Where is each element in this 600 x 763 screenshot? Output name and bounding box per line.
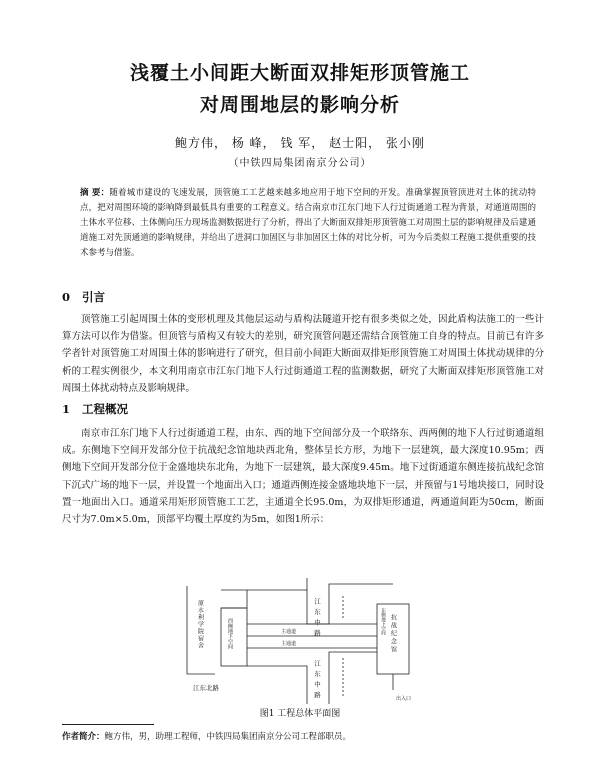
channel-label-top: 主通道 [281,629,297,635]
section-title: 引言 [82,290,106,304]
road-label-north: 江东中路 [313,598,321,640]
figure-caption: 图1 工程总体平面图 [259,709,341,719]
footnote-text: 鲍方伟，男，助理工程师，中铁四局集团南京分公司工程部职员。 [104,732,352,742]
site-plan-lines [187,578,412,704]
east-space-label: 东侧地下空间 [380,608,386,635]
abstract-text: 随着城市建设的飞速发展，顶管施工工艺越来越多地应用于地下空间的开发。准确掌握顶管顶进对土体的扰动特点，把对周围环境的影响降到最低具有重要的工程意义。结合南京市江东门地下人行过街通道工程为背景，对通道周围的土体水平位移、土体侧向压力现场监测数据进行了分析，得出了大断面双排矩形顶管施工对周围土层的影响规律及后建通道施工对先顶通道的影响规律，并给出了进洞口加固区与非加固区土体的对比分析，可为今后类似工程施工提供重要的技术参考与借鉴。 [80,188,536,258]
footnote-divider [62,724,154,725]
channel-label-bottom: 主通道 [281,641,297,647]
section-text-intro: 顶管施工引起周围土体的变形机理及其他层运动与盾构法隧道开挖有很多类似之处，因此盾构法施工的一些计算方法可以作为借鉴。但顶管与盾构又有较大的差别，研究顶管问题还需结合顶管施工自身的特点。目前已有许多学者针对顶管施工对周围土体的影响进行了研究，但目前小间距大断面双排矩形顶管施工对周围土体扰动规律的分析的工程实例很少，本文利用南京市江东门地下人行过街通道工程的监测数据，研究了大断面双排矩形顶管施工对周围土体扰动特点及影响规律。 [62,314,544,394]
left-building-label: 原水利学院宿舍 [196,600,204,649]
abstract-label: 摘 要： [80,188,110,198]
paper-title-line-1: 浅覆土小间距大断面双排矩形顶管施工 [129,62,470,84]
section-number: 1 [62,402,71,416]
road-label-south: 江东中路 [313,660,321,702]
section-heading-overview [62,401,128,417]
section-text-overview: 南京市江东门地下人行过街通道工程，由东、西的地下空间部分及一个联络东、西两侧的地下人行过街通道组成。东侧地下空间开发部分位于抗战纪念馆地块西北角，整体呈长方形，为地下一层建筑，最大深度10.95m；西侧地下空间开发部分位于金盛地块东北角，为地下一层建筑，最大深度9.45m。地下过街通道东侧连接抗战纪念馆下沉式广场的地下一层，并设置一个地面出入口；通道西侧连接金盛地块地下一层，并预留与1号地块接口，同时设置一地面出入口。通道采用矩形顶管施工工艺，主通道全长95.0m，为双排矩形通道，两通道间距为50cm，断面尺寸为7.0m×5.0m，顶部平均覆土厚度约为5m，如图1所示： [62,428,544,526]
section-heading-intro [62,289,105,305]
exit-label: 出入口 [396,696,412,702]
author-list: 鲍方伟， 杨 峰， 钱 军， 赵士阳， 张小刚 [175,136,425,150]
author-footnote [62,730,351,742]
section-title: 工程概况 [82,402,129,416]
footnote-label: 作者简介： [62,732,105,742]
site-plan-figure [183,578,423,704]
west-space-label: 西侧地下空间 [227,618,233,650]
abstract [80,186,536,261]
section-number: 0 [62,290,71,304]
paper-title-line-2: 对周围地层的影响分析 [199,94,400,116]
left-street-label: 江东北路 [193,684,219,692]
right-building-label: 抗战纪念馆 [389,614,397,654]
author-affiliation: （中铁四局集团南京分公司） [228,158,372,169]
